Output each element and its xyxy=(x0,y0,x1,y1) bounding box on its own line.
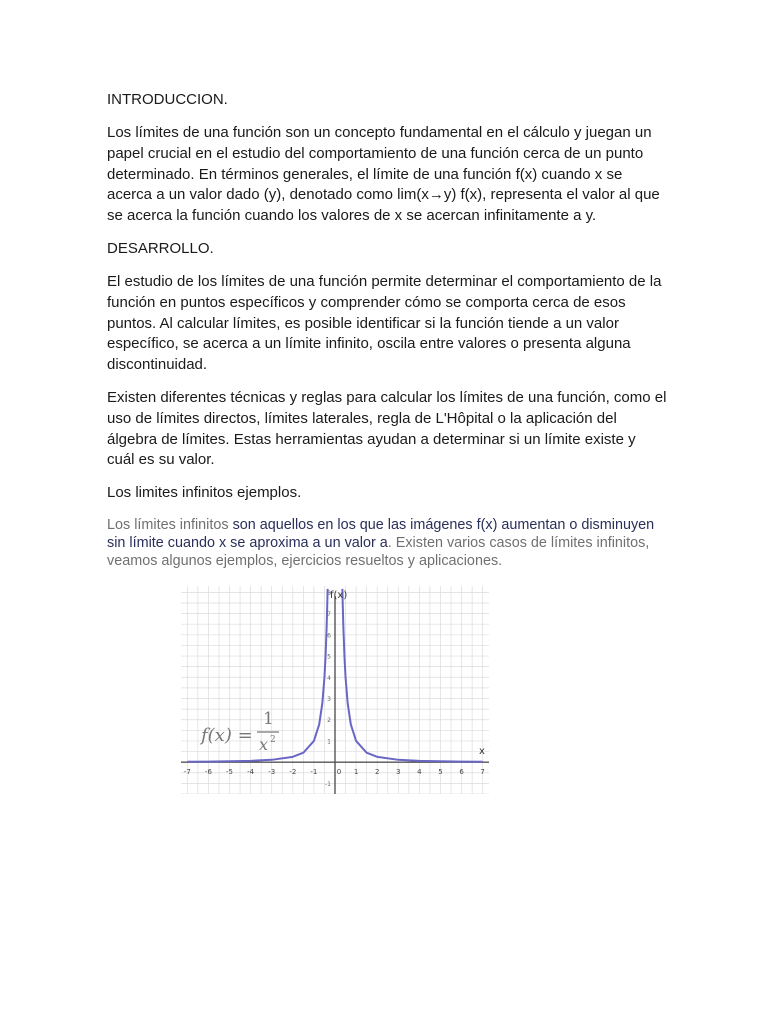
graph-svg xyxy=(181,586,489,794)
intro-paragraph: Los límites de una función son un concepto fundamental en el cálculo y juegan un papel crucial en el estudio del comportamiento de una función cerca de un punto determinado. En términos generales, el límite de una función f(x) cuando x se acerca a un valor dado (y), denotado como lim(x→y) f(x), representa el valor al que se acerca la función cuando los valores de x se acercan infinitamente a y. xyxy=(107,124,660,225)
y-axis-label: f(x) xyxy=(330,590,348,601)
function-graph xyxy=(181,586,489,794)
intro-heading: INTRODUCCION. xyxy=(107,91,228,108)
document-body xyxy=(107,90,667,570)
x-tick-label: -1 xyxy=(310,768,318,777)
x-axis-label: x xyxy=(479,746,485,758)
x-tick-label: 1 xyxy=(353,768,359,777)
x-tick-label: 3 xyxy=(396,768,401,777)
x-tick-label: 0 xyxy=(336,768,342,777)
x-tick-label: -4 xyxy=(247,768,255,777)
x-tick-label: 4 xyxy=(417,768,422,777)
y-tick-label: 5 xyxy=(327,653,331,661)
formula-numerator: 1 xyxy=(263,709,274,729)
definition-term: Los límites infinitos xyxy=(107,517,233,534)
y-tick-label: 6 xyxy=(327,632,331,640)
x-tick-label: 5 xyxy=(438,768,443,777)
examples-heading: Los limites infinitos ejemplos. xyxy=(107,484,302,502)
formula-exponent: 2 xyxy=(270,735,276,745)
x-tick-label: 7 xyxy=(480,768,485,777)
development-heading: DESARROLLO. xyxy=(107,239,214,257)
x-tick-label: -5 xyxy=(226,768,234,777)
x-tick-label: 6 xyxy=(459,768,464,777)
definition-paragraph xyxy=(107,516,667,570)
x-tick-label: -2 xyxy=(289,768,297,777)
y-tick-label: -1 xyxy=(325,780,331,788)
definition-highlight: son aquellos en los que las imágenes f(x) aumentan o disminuyen sin límite cuando x se aproxima a un valor a xyxy=(107,517,655,552)
y-tick-label: 1 xyxy=(327,738,331,746)
development-paragraph-2: Existen diferentes técnicas y reglas para calcular los límites de una función, como el uso de límites directos, límites laterales, regla de L'Hôpital o la aplicación del álgebra de límites. Estas herramientas ayudan a determinar si un límite existe y cuál es su valor. xyxy=(107,388,667,469)
x-tick-label: -7 xyxy=(183,768,191,777)
development-paragraph-1: El estudio de los límites de una función permite determinar el comportamiento de la función en puntos específicos y comprender cómo se comporta cerca de esos puntos. Al calcular límites, es posible identificar si la función tiende a un valor específico, se acerca a un límite infinito, oscila entre valores o presenta alguna discontinuidad. xyxy=(107,272,662,374)
x-tick-label: -3 xyxy=(268,768,276,777)
y-tick-label: 4 xyxy=(327,674,331,682)
y-tick-label: 8 xyxy=(327,589,331,597)
y-tick-label: 7 xyxy=(327,611,331,619)
y-tick-label: 3 xyxy=(327,695,331,703)
formula-denominator: x xyxy=(259,735,269,754)
y-tick-label: 2 xyxy=(327,717,331,725)
x-tick-label: 2 xyxy=(374,768,380,777)
formula-lhs: f(x) = xyxy=(201,725,253,746)
x-tick-label: -6 xyxy=(204,768,212,777)
definition-continuation: . Existen varios casos de límites infinitos, veamos algunos ejemplos, ejercicios resueltos y aplicaciones. xyxy=(107,535,650,570)
